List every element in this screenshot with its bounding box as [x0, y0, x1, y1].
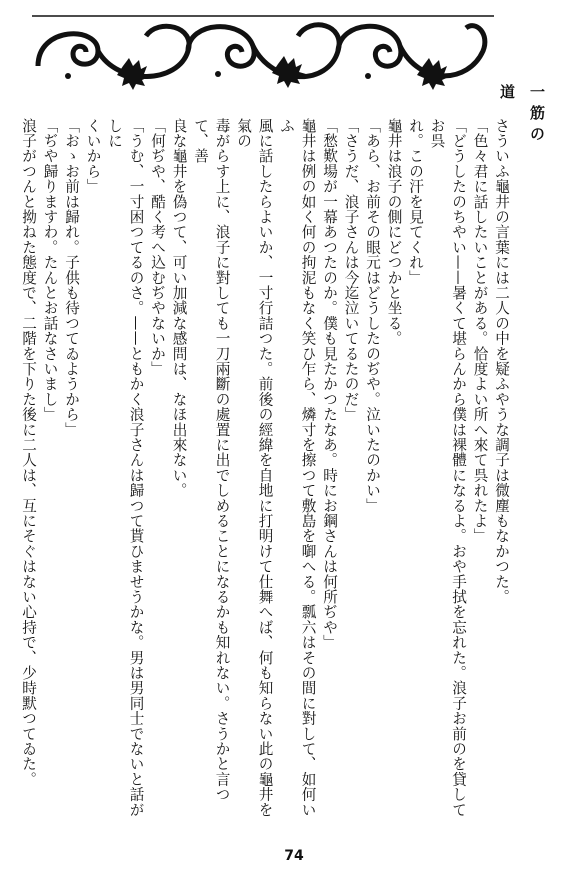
- text-line: 風に話したらよいか、一寸行詰つた。前後の經緯を自地に打明けて仕舞へば、何も知らない此の龜井を氣の: [235, 118, 274, 818]
- text-line: 毒がらす上に、浪子に對しても一刀兩斷の處置に出でしめることになるかも知れない。さうかと言つて、善: [192, 118, 231, 802]
- running-head: 一筋の道: [498, 84, 546, 147]
- text-line: 浪子がつんと拗ねた態度で、二階を下りた後に二人は、互にそぐはない心持で、少時默つてゐた。: [20, 118, 37, 787]
- text-line: 「さうだ、浪子さんは今迄泣いてるたのだ」: [342, 118, 360, 422]
- decorative-header-ornament: [28, 6, 498, 88]
- text-line: 「おゝお前は歸れ。子供も待つてゐようから」: [63, 118, 80, 438]
- text-line: 「色々君に話したいことがある。恰度よい所へ來て呉れたよ」: [471, 118, 489, 544]
- text-line: 「愁歎場が一幕あつたのか。僕も見たかつたなあ。時にお鋼さんは何所ぢや」: [321, 118, 338, 650]
- text-line: 「ぢや歸りますわ。たんとお話なさいまし」: [41, 118, 59, 422]
- text-line: 龜井は浪子の側にどつかと坐る。: [385, 118, 403, 346]
- text-line: 「うむ、一寸困つてるのさ。——ともかく浪子さんは歸つて貰ひませうかな。男は男同士でないと話がしに: [106, 118, 145, 818]
- text-line: 「あら、お前その眼元はどうしたのぢや。泣いたのかい」: [364, 118, 381, 514]
- text-line: 龜井は例の如く何の拘泥もなく笑ひ乍ら、燐寸を擦つて敷島を啣へる。瓢六はその間に對して、如何いふ: [278, 118, 317, 818]
- text-line: 良な龜井を偽つて、可い加減な感問は、なほ出來ない。: [170, 118, 188, 498]
- text-line: 「何ぢや、酷く考へ込むぢやないか」: [149, 118, 166, 377]
- text-line: れ。この汗を見てくれ」: [407, 118, 424, 286]
- body-text: [20, 118, 512, 830]
- text-line: 「どうしたのちやい——暑くて堪らんから僕は裸體になるよ。おや手拭を忘れた。浪子お前のを貸してお呉: [428, 118, 467, 818]
- text-line: くいから」: [84, 118, 102, 194]
- text-line: さういふ龜井の言葉には二人の中を疑ふやうな調子は微塵もなかつた。: [493, 118, 510, 605]
- page-number: 74: [284, 848, 304, 864]
